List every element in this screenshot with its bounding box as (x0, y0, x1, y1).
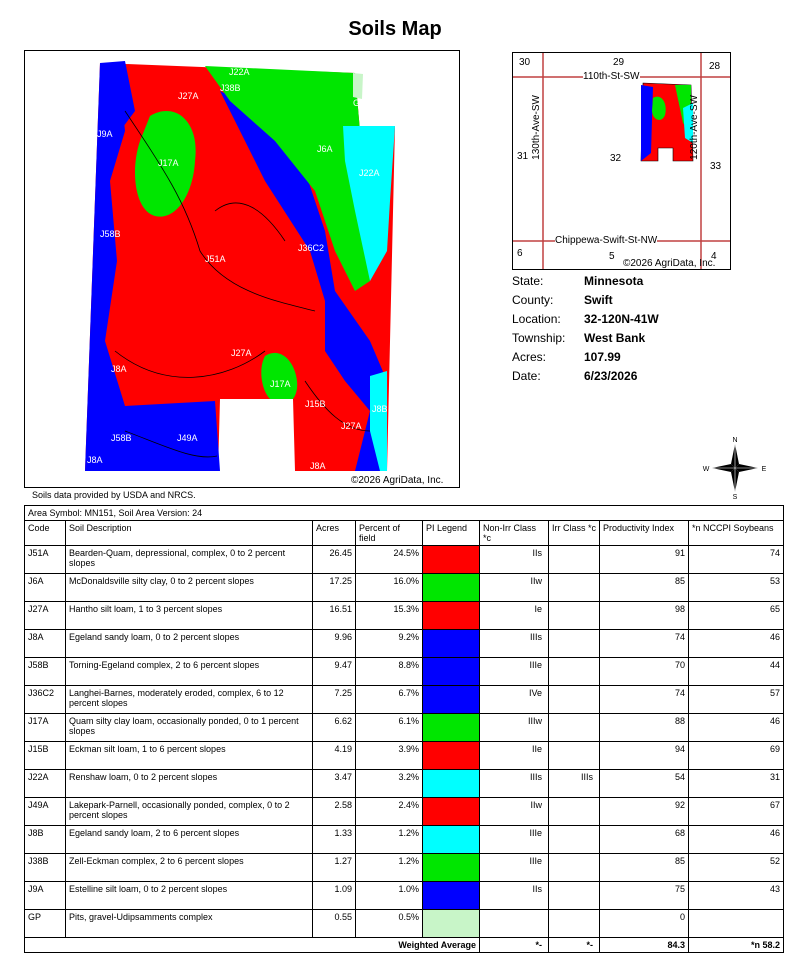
map-label: J27A (341, 421, 362, 431)
county-value: Swift (584, 293, 613, 307)
nccpi-soybeans: 67 (689, 798, 784, 826)
table-row (25, 602, 784, 630)
soil-description: Estelline silt loam, 0 to 2 percent slopes (66, 882, 313, 910)
productivity-index: 85 (600, 574, 689, 602)
map-label: J8A (87, 455, 103, 465)
soil-description: Renshaw loam, 0 to 2 percent slopes (66, 770, 313, 798)
legend-color-swatch (423, 546, 479, 573)
soil-code: J58B (25, 658, 66, 686)
township-label: Township: (512, 331, 566, 345)
map-label: J36C2 (298, 243, 325, 253)
area-symbol: Area Symbol: MN151, Soil Area Version: 24 (25, 506, 784, 521)
non-irr-class: IIs (480, 882, 549, 910)
section-label: 6 (517, 248, 523, 259)
soil-percent: 1.2% (356, 826, 423, 854)
road-label: 130th-Ave-SW (531, 95, 542, 160)
col-header: Percent of field (356, 521, 423, 546)
section-label: 28 (709, 61, 721, 72)
soil-code: J9A (25, 882, 66, 910)
soil-percent: 1.2% (356, 854, 423, 882)
non-irr-class: IIw (480, 574, 549, 602)
weighted-nonirr: *- (480, 938, 549, 953)
map-label: GP (353, 98, 367, 108)
soil-acres: 3.47 (313, 770, 356, 798)
soil-percent: 6.7% (356, 686, 423, 714)
pi-legend-swatch (423, 770, 480, 798)
section-label: 32 (610, 153, 622, 164)
soil-acres: 2.58 (313, 798, 356, 826)
col-header: Code (25, 521, 66, 546)
soil-description: Bearden-Quam, depressional, complex, 0 to 2 percent slopes (66, 546, 313, 574)
map-label: J22A (359, 168, 380, 178)
soil-code: GP (25, 910, 66, 938)
table-row (25, 770, 784, 798)
nccpi-soybeans: 53 (689, 574, 784, 602)
location-label: Location: (512, 312, 561, 326)
soil-description: Langhei-Barnes, moderately eroded, complex, 6 to 12 percent slopes (66, 686, 313, 714)
pi-legend-swatch (423, 630, 480, 658)
productivity-index: 98 (600, 602, 689, 630)
inset-copyright: ©2026 AgriData, Inc. (623, 258, 716, 269)
table-row (25, 546, 784, 574)
section-label: 29 (613, 57, 625, 68)
soil-description: Pits, gravel-Udipsamments complex (66, 910, 313, 938)
irr-class (549, 546, 600, 574)
pi-legend-swatch (423, 910, 480, 938)
soil-description: Torning-Egeland complex, 2 to 6 percent slopes (66, 658, 313, 686)
legend-color-swatch (423, 686, 479, 713)
soil-description: Eckman silt loam, 1 to 6 percent slopes (66, 742, 313, 770)
soil-percent: 3.9% (356, 742, 423, 770)
map-label: J8A (111, 364, 127, 374)
soil-code: J15B (25, 742, 66, 770)
section-label: 31 (517, 151, 529, 162)
soil-percent: 3.2% (356, 770, 423, 798)
non-irr-class: IIs (480, 546, 549, 574)
irr-class (549, 714, 600, 742)
soils-map-polygons (25, 51, 461, 489)
location-row (512, 312, 659, 331)
irr-class (549, 798, 600, 826)
soil-acres: 0.55 (313, 910, 356, 938)
soils-table (24, 505, 784, 953)
map-label: J38B (220, 83, 241, 93)
table-row (25, 686, 784, 714)
soil-percent: 0.5% (356, 910, 423, 938)
map-label: J27A (178, 91, 199, 101)
table-row (25, 742, 784, 770)
township-row (512, 331, 659, 350)
legend-color-swatch (423, 854, 479, 881)
table-row (25, 574, 784, 602)
pi-legend-swatch (423, 826, 480, 854)
table-header-row (25, 521, 784, 546)
nccpi-soybeans: 46 (689, 714, 784, 742)
state-value: Minnesota (584, 274, 644, 288)
nccpi-soybeans: 52 (689, 854, 784, 882)
map-label: J51A (205, 254, 226, 264)
field-info (512, 274, 659, 388)
compass-n: N (732, 437, 738, 444)
pi-legend-swatch (423, 686, 480, 714)
soil-percent: 15.3% (356, 602, 423, 630)
soil-acres: 16.51 (313, 602, 356, 630)
map-label: J17A (158, 158, 179, 168)
table-row (25, 826, 784, 854)
weighted-average-row (25, 938, 784, 953)
date-row (512, 369, 659, 388)
soil-percent: 1.0% (356, 882, 423, 910)
soil-percent: 8.8% (356, 658, 423, 686)
irr-class (549, 630, 600, 658)
nccpi-soybeans (689, 910, 784, 938)
col-header: Productivity Index (600, 521, 689, 546)
soils-map (24, 50, 460, 488)
non-irr-class (480, 910, 549, 938)
soil-description: Egeland sandy loam, 0 to 2 percent slopes (66, 630, 313, 658)
nccpi-soybeans: 57 (689, 686, 784, 714)
soil-code: J8A (25, 630, 66, 658)
irr-class (549, 574, 600, 602)
soil-percent: 2.4% (356, 798, 423, 826)
page-title: Soils Map (348, 18, 442, 40)
legend-color-swatch (423, 826, 479, 853)
table-row (25, 910, 784, 938)
productivity-index: 91 (600, 546, 689, 574)
soil-percent: 24.5% (356, 546, 423, 574)
non-irr-class: Ie (480, 602, 549, 630)
nccpi-soybeans: 74 (689, 546, 784, 574)
soil-code: J49A (25, 798, 66, 826)
irr-class (549, 882, 600, 910)
data-source-note: Soils data provided by USDA and NRCS. (32, 490, 196, 500)
soil-description: Hantho silt loam, 1 to 3 percent slopes (66, 602, 313, 630)
non-irr-class: IIIe (480, 826, 549, 854)
legend-color-swatch (423, 602, 479, 629)
pi-legend-swatch (423, 602, 480, 630)
road-label: 110th-St-SW (583, 71, 640, 82)
map-label: J6A (317, 144, 333, 154)
irr-class (549, 686, 600, 714)
table-row (25, 658, 784, 686)
col-header: Irr Class *c (549, 521, 600, 546)
map-label: J8A (310, 461, 326, 471)
soil-code: J17A (25, 714, 66, 742)
soil-code: J22A (25, 770, 66, 798)
non-irr-class: IIw (480, 798, 549, 826)
soil-acres: 1.09 (313, 882, 356, 910)
legend-color-swatch (423, 882, 479, 909)
nccpi-soybeans: 46 (689, 630, 784, 658)
soil-acres: 4.19 (313, 742, 356, 770)
productivity-index: 94 (600, 742, 689, 770)
pi-legend-swatch (423, 546, 480, 574)
soil-percent: 6.1% (356, 714, 423, 742)
soil-acres: 9.47 (313, 658, 356, 686)
date-label: Date: (512, 369, 541, 383)
irr-class (549, 742, 600, 770)
date-value: 6/23/2026 (584, 369, 638, 383)
compass-s: S (732, 494, 738, 500)
soil-acres: 26.45 (313, 546, 356, 574)
irr-class (549, 854, 600, 882)
map-label: J17A (270, 379, 291, 389)
col-header: PI Legend (423, 521, 480, 546)
nccpi-soybeans: 43 (689, 882, 784, 910)
soil-acres: 17.25 (313, 574, 356, 602)
non-irr-class: IVe (480, 686, 549, 714)
table-row (25, 854, 784, 882)
soil-code: J27A (25, 602, 66, 630)
pi-legend-swatch (423, 742, 480, 770)
irr-class (549, 602, 600, 630)
nccpi-soybeans: 65 (689, 602, 784, 630)
map-label: J9A (97, 129, 113, 139)
productivity-index: 75 (600, 882, 689, 910)
map-label: J27A (231, 348, 252, 358)
weighted-pi: 84.3 (600, 938, 689, 953)
road-label: 120th-Ave-SW (689, 95, 700, 160)
table-row (25, 798, 784, 826)
compass-w: W (702, 466, 710, 473)
soil-gp (353, 73, 363, 99)
section-label: 5 (609, 251, 615, 262)
weighted-nccpi: *n 58.2 (689, 938, 784, 953)
soil-acres: 7.25 (313, 686, 356, 714)
col-header: Non-Irr Class *c (480, 521, 549, 546)
pi-legend-swatch (423, 854, 480, 882)
soil-code: J38B (25, 854, 66, 882)
section-label: 33 (710, 161, 722, 172)
soil-code: J6A (25, 574, 66, 602)
weighted-average-label: Weighted Average (25, 938, 480, 953)
nccpi-soybeans: 44 (689, 658, 784, 686)
irr-class: IIIs (549, 770, 600, 798)
soil-code: J36C2 (25, 686, 66, 714)
productivity-index: 0 (600, 910, 689, 938)
pi-legend-swatch (423, 714, 480, 742)
state-label: State: (512, 274, 544, 288)
productivity-index: 70 (600, 658, 689, 686)
table-row (25, 882, 784, 910)
non-irr-class: IIe (480, 742, 549, 770)
col-header: *n NCCPI Soybeans (689, 521, 784, 546)
soil-description: McDonaldsville silty clay, 0 to 2 percent slopes (66, 574, 313, 602)
map-label: J58B (100, 229, 121, 239)
soil-description: Zell-Eckman complex, 2 to 6 percent slopes (66, 854, 313, 882)
table-row (25, 630, 784, 658)
soil-description: Lakepark-Parnell, occasionally ponded, complex, 0 to 2 percent slopes (66, 798, 313, 826)
irr-class (549, 826, 600, 854)
legend-color-swatch (423, 770, 479, 797)
non-irr-class: IIIe (480, 854, 549, 882)
table-row (25, 714, 784, 742)
pi-legend-swatch (423, 882, 480, 910)
map-label: J22A (229, 67, 250, 77)
non-irr-class: IIIe (480, 658, 549, 686)
compass-e: E (761, 466, 767, 473)
non-irr-class: IIIw (480, 714, 549, 742)
legend-color-swatch (423, 742, 479, 769)
productivity-index: 68 (600, 826, 689, 854)
nccpi-soybeans: 46 (689, 826, 784, 854)
section-label: 30 (519, 57, 531, 68)
nccpi-soybeans: 69 (689, 742, 784, 770)
acres-value: 107.99 (584, 350, 621, 364)
map-label: J15B (305, 399, 326, 409)
soil-description: Quam silty clay loam, occasionally ponded, 0 to 1 percent slopes (66, 714, 313, 742)
soil-acres: 6.62 (313, 714, 356, 742)
weighted-irr: *- (549, 938, 600, 953)
soil-acres: 1.27 (313, 854, 356, 882)
soil-acres: 1.33 (313, 826, 356, 854)
irr-class (549, 658, 600, 686)
pi-legend-swatch (423, 574, 480, 602)
legend-color-swatch (423, 630, 479, 657)
irr-class (549, 910, 600, 938)
township-value: West Bank (584, 331, 646, 345)
location-value: 32-120N-41W (584, 312, 659, 326)
productivity-index: 74 (600, 686, 689, 714)
col-header: Acres (313, 521, 356, 546)
legend-color-swatch (423, 798, 479, 825)
county-label: County: (512, 293, 554, 307)
legend-color-swatch (423, 910, 479, 937)
state-row (512, 274, 659, 293)
map-label: J58B (111, 433, 132, 443)
soil-percent: 16.0% (356, 574, 423, 602)
compass-rose-icon (700, 436, 770, 500)
non-irr-class: IIIs (480, 770, 549, 798)
non-irr-class: IIIs (480, 630, 549, 658)
map-label: J49A (177, 433, 198, 443)
road-label: Chippewa-Swift-St-NW (555, 235, 658, 246)
productivity-index: 88 (600, 714, 689, 742)
acres-row (512, 350, 659, 369)
county-row (512, 293, 659, 312)
pi-legend-swatch (423, 798, 480, 826)
soil-acres: 9.96 (313, 630, 356, 658)
col-header: Soil Description (66, 521, 313, 546)
productivity-index: 74 (600, 630, 689, 658)
productivity-index: 92 (600, 798, 689, 826)
legend-color-swatch (423, 714, 479, 741)
productivity-index: 54 (600, 770, 689, 798)
section-label: 4 (711, 251, 717, 262)
soil-percent: 9.2% (356, 630, 423, 658)
soil-code: J51A (25, 546, 66, 574)
productivity-index: 85 (600, 854, 689, 882)
excluded-area (220, 399, 293, 472)
acres-label: Acres: (512, 350, 547, 364)
soil-code: J8B (25, 826, 66, 854)
locator-map (512, 52, 731, 270)
legend-color-swatch (423, 574, 479, 601)
map-copyright: ©2026 AgriData, Inc. (351, 475, 444, 486)
nccpi-soybeans: 31 (689, 770, 784, 798)
map-label: J8B (372, 404, 388, 414)
legend-color-swatch (423, 658, 479, 685)
soil-description: Egeland sandy loam, 2 to 6 percent slopes (66, 826, 313, 854)
pi-legend-swatch (423, 658, 480, 686)
